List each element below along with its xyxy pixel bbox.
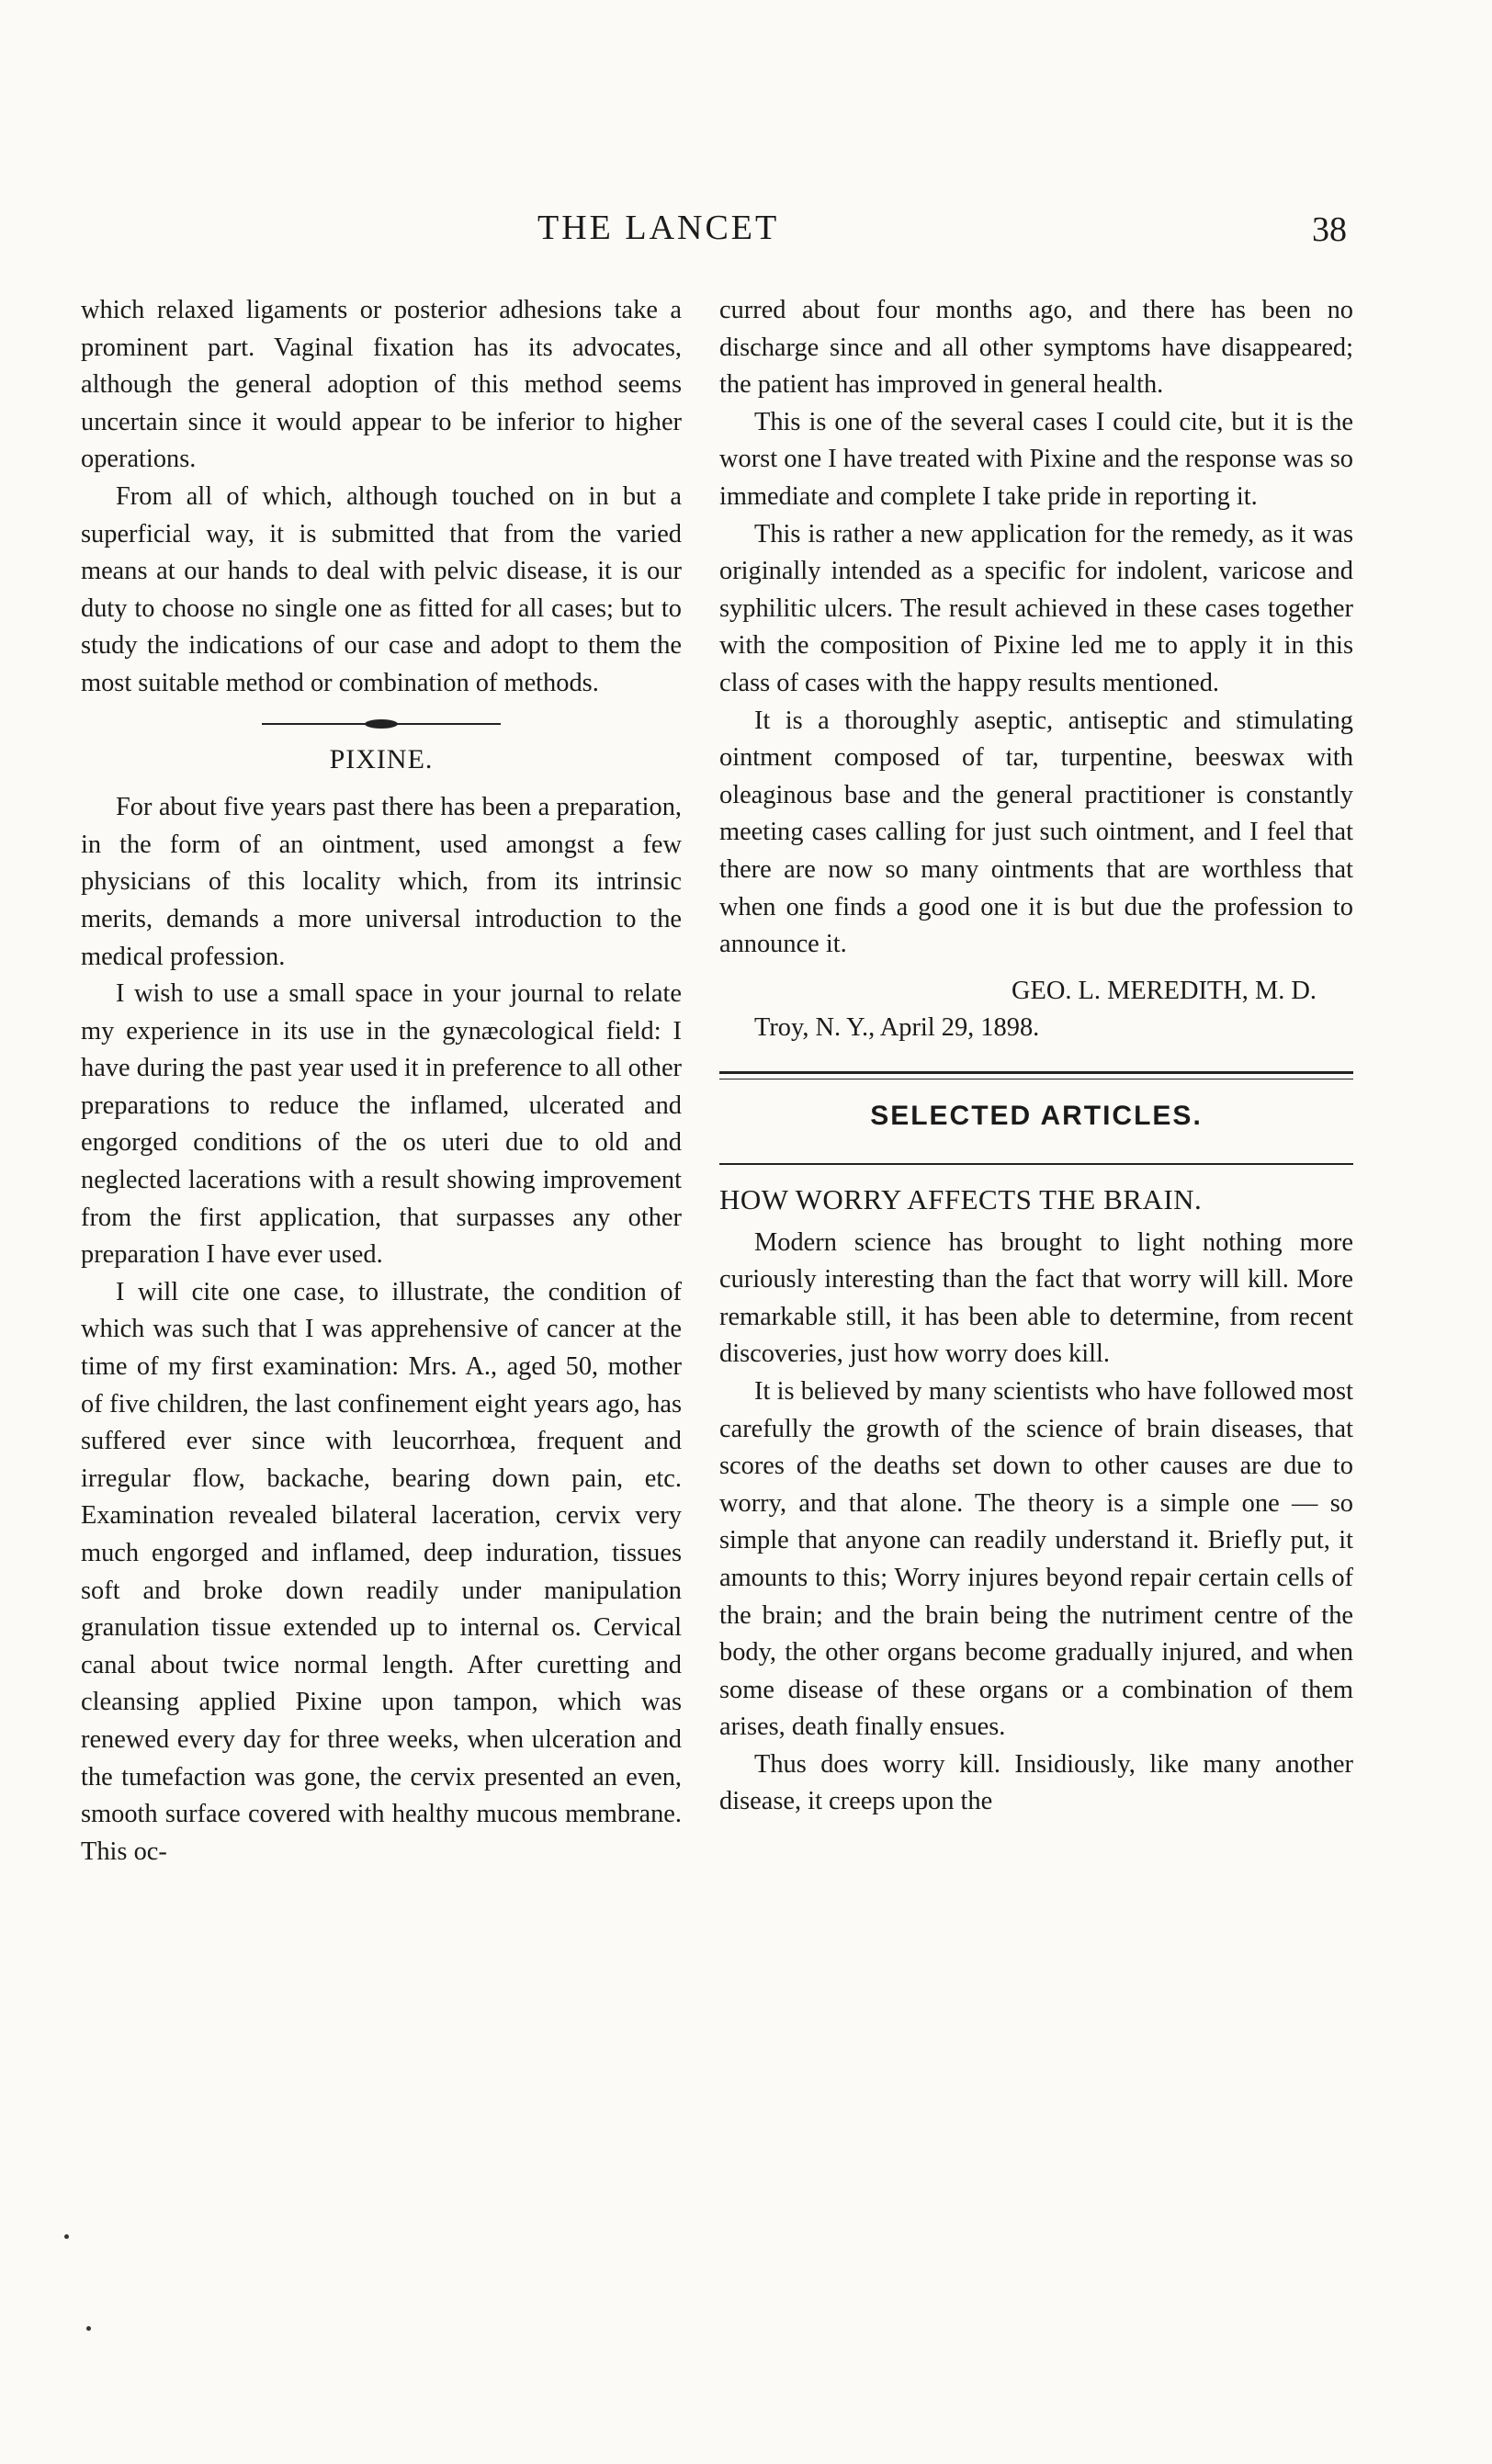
section-heading: SELECTED ARTICLES. [870,1101,1203,1132]
paragraph: Thus does worry kill. Insidiously, like many another disease, it creeps upon the [719,1749,1353,1816]
paragraph: This is rather a new application for the remedy, as it was originally intended as a specific for indolent, varicose and syphilitic ulcers. The result achieved in these cases together with the composition of Pixine led me to apply it in this class of cases with the happy results mentioned. [719,519,1353,697]
paragraph: For about five years past there has been a preparation, in the form of an ointment, used amongst a few physicians of this locality which, from its intrinsic merits, demands a more universal introduction to the medical profession. [81,793,682,971]
dateline: Troy, N. Y., April 29, 1898. [754,1013,1040,1043]
paragraph: It is believed by many scientists who have followed most carefully the growth of the science of brain diseases, that scores of the deaths set down to other causes are due to worry, and that alone. The theory is a simple one — so simple that anyone can readily understand it. Briefly put, it amounts to this; Worry injures beyond repair certain cells of the brain; and the brain being the nutriment centre of the body, the other organs become gradually injured, and when some disease of these organs or a combination of them arises, death finally ensues. [719,1376,1353,1742]
article-title: HOW WORRY AFFECTS THE BRAIN. [719,1182,1203,1215]
running-head: THE LANCET [537,209,780,247]
left-column [81,292,682,1871]
paragraph: which relaxed ligaments or posterior adhesions take a prominent part. Vaginal fixation has its advocates, although the general adoption of this method seems uncertain since it would appear to be inferior to higher operations. [81,296,682,474]
section-divider-ornament [262,719,501,729]
paragraph: I wish to use a small space in your journal to relate my experience in its use in the gynæcological field: I have during the past year used it in preference to all other preparations to reduce the inflamed, ulcerated and engorged conditions of the os uteri due to old and neglected lacerations with a result showing improvement from the first application, that surpasses any other preparation I have ever used. [81,979,682,1270]
double-rule-divider [719,1071,1353,1080]
right-column [719,292,1353,1821]
paragraph: Modern science has brought to light nothing more curiously interesting than the fact that worry will kill. More remarkable still, it has been able to determine, from recent discoveries, just how worry does kill. [719,1227,1353,1369]
page-number: 38 [1312,210,1347,249]
section-title: PIXINE. [329,743,434,774]
paragraph: This is one of the several cases I could cite, but it is the worst one I have treated with Pixine and the response was so immediate and complete I take pride in reporting it. [719,407,1353,511]
paragraph: It is a thoroughly aseptic, antiseptic and stimulating ointment composed of tar, turpentine, beeswax with oleaginous base and the general practitioner is constantly meeting cases calling for just such ointment, and I feel that there are now so many ointments that are worthless that when one finds a good one it is but due the profession to announce it. [719,706,1353,959]
paragraph: From all of which, although touched on in but a superficial way, it is submitted that from the varied means at our hands to deal with pelvic disease, it is our duty to choose no single one as fitted for all cases; but to study the indications of our case and adopt to them the most suitable method or combination of methods. [81,481,682,697]
paragraph: I will cite one case, to illustrate, the condition of which was such that I was apprehensive of cancer at the time of my first examination: Mrs. A., aged 50, mother of five children, the last confinement eight years ago, has suffered ever since with leucorrhœa, frequent and irregular flow, backache, bearing down pain, etc. Examination revealed bilateral laceration, cervix very much engorged and inflamed, deep induration, tissues soft and broke down readily under manipulation granulation tissue extended up to internal os. Cervical canal about twice normal length. After curetting and cleansing applied Pixine upon tampon, which was renewed every day for three weeks, when ulceration and the tumefaction was gone, the cervix presented an even, smooth surface covered with healthy mucous membrane. This oc- [81,1277,682,1866]
author-signature: GEO. L. MEREDITH, M. D. [1012,976,1317,1005]
paragraph: curred about four months ago, and there has been no discharge since and all other symptoms have disappeared; the patient has improved in general health. [719,296,1353,400]
rule-divider [719,1163,1353,1165]
scan-speck [86,2326,91,2331]
scan-speck [64,2234,69,2239]
